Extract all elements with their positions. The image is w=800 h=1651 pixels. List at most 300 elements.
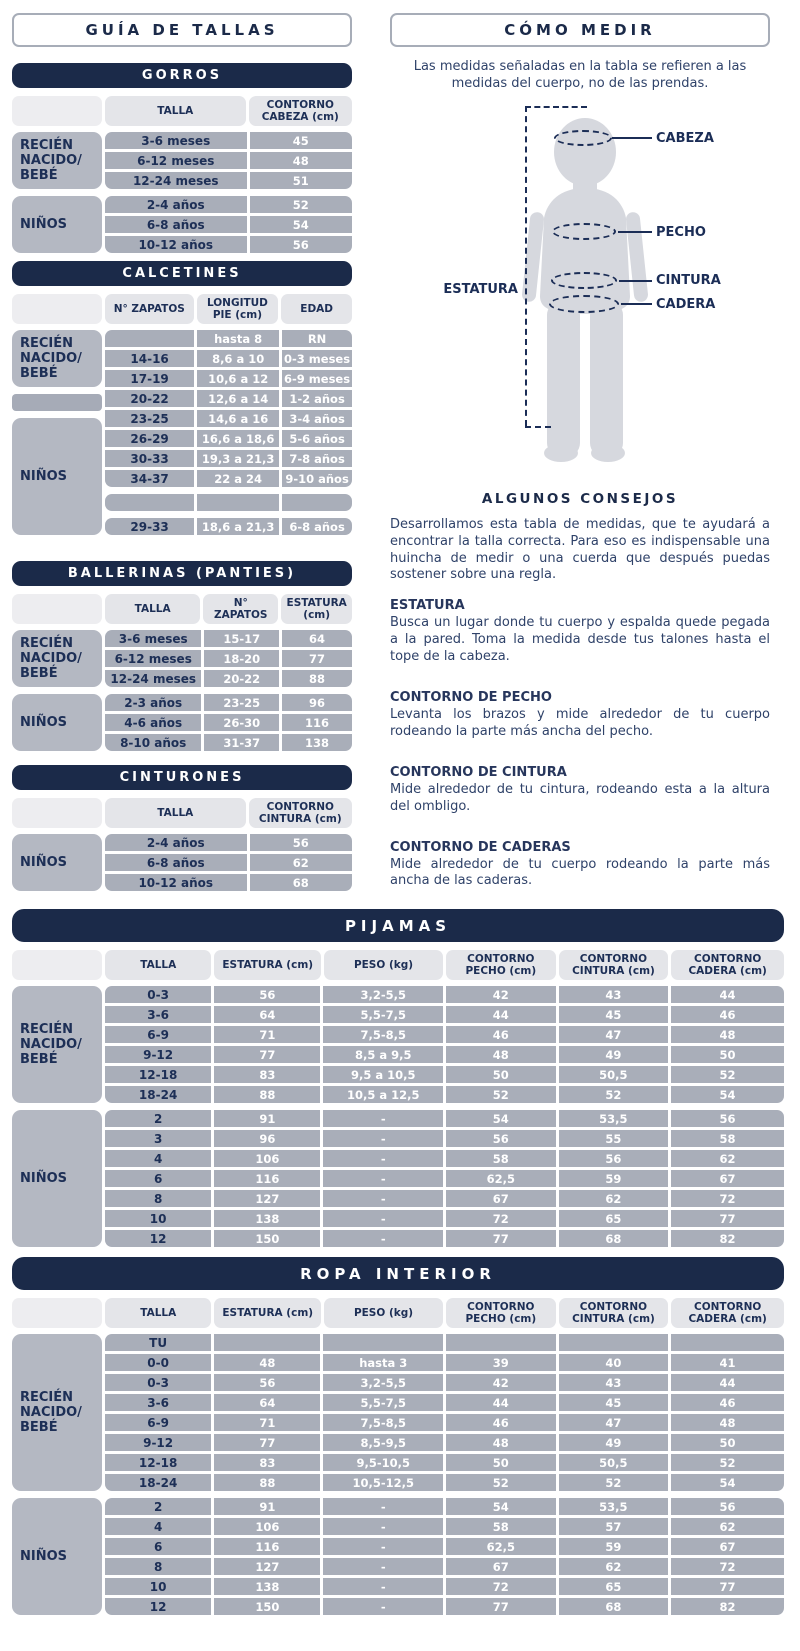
table-cell: 10,5 a 12,5 [323, 1086, 443, 1103]
table-cell: 12 [105, 1230, 211, 1247]
table-row [105, 390, 352, 407]
table-header-row [12, 294, 352, 324]
table-cell: - [323, 1230, 443, 1247]
table-cell: 72 [446, 1578, 556, 1595]
table-row [105, 670, 352, 687]
tip-text: Mide alrededor de tu cintura, rodeando esta a la altura del ombligo. [390, 781, 770, 814]
header-cell: CONTORNO CINTURA (cm) [249, 798, 352, 828]
table-cell: 14,6 a 16 [197, 410, 279, 427]
table-cell: 9-12 [105, 1434, 211, 1451]
table-row [105, 1026, 784, 1043]
table-section-gorros [12, 63, 352, 253]
table-cell: 68 [559, 1598, 669, 1615]
table-cell: 44 [446, 1394, 556, 1411]
table-cell: 48 [671, 1026, 784, 1043]
corner-cell [12, 950, 102, 980]
category-cell [12, 132, 102, 189]
table-cell [559, 1334, 669, 1351]
table-cell: 10-12 años [105, 874, 247, 891]
table-cell: 2-4 años [105, 834, 247, 851]
table-cell: 88 [214, 1474, 320, 1491]
table-cell: 88 [282, 670, 352, 687]
table-cell: 16,6 a 18,6 [197, 430, 279, 447]
table-cell: 83 [214, 1066, 320, 1083]
table-cell: 64 [214, 1394, 320, 1411]
table-row [105, 370, 352, 387]
table-cell: 52 [559, 1474, 669, 1491]
pijamas-table [12, 950, 784, 1247]
table-cell: - [323, 1150, 443, 1167]
row-group [105, 196, 352, 253]
data-column [105, 132, 352, 253]
table-cell: 3-6 meses [105, 630, 201, 647]
table-cell: 77 [282, 650, 352, 667]
table-cell: 2 [105, 1498, 211, 1515]
table-cell: 8-10 años [105, 734, 201, 751]
category-column [12, 330, 102, 535]
table-cell: 72 [446, 1210, 556, 1227]
table-cell: 40 [559, 1354, 669, 1371]
corner-cell [12, 294, 102, 324]
row-group [105, 834, 352, 891]
table-cell: 47 [559, 1026, 669, 1043]
table-cell: 14-16 [105, 350, 194, 367]
header-cell: TALLA [105, 1298, 211, 1328]
row-group [105, 694, 352, 751]
data-column [105, 330, 352, 535]
como-medir-column [390, 13, 786, 890]
table-row [105, 236, 352, 253]
table-row [105, 694, 352, 711]
gorros-title-bar: GORROS [12, 63, 352, 88]
table-cell: 96 [282, 694, 352, 711]
intro-text: Las medidas señaladas en la tabla se refieren a las medidas del cuerpo, no de las prendas. [413, 59, 747, 91]
table-cell: RN [282, 330, 352, 347]
table-row [105, 1454, 784, 1471]
table-cell: 68 [250, 874, 352, 891]
table-row [105, 172, 352, 189]
table-cell: 39 [446, 1354, 556, 1371]
table-cell: 9,5-10,5 [323, 1454, 443, 1471]
table-cell: 4 [105, 1518, 211, 1535]
table-cell: 5-6 años [282, 430, 352, 447]
table-cell: 4 [105, 1150, 211, 1167]
row-group [105, 494, 352, 511]
table-cell: 48 [250, 152, 352, 169]
category-column [12, 834, 102, 891]
table-cell: 44 [671, 986, 784, 1003]
cabeza-measure-ellipse [554, 130, 612, 146]
table-cell: 0-3 [105, 1374, 211, 1391]
table-section-ballerinas [12, 561, 352, 751]
table-cell: 67 [446, 1190, 556, 1207]
table-cell: 116 [214, 1170, 320, 1187]
table-cell: 45 [559, 1394, 669, 1411]
estatura-top-dash [525, 106, 587, 108]
header-cell: CONTORNO CINTURA (cm) [559, 1298, 669, 1328]
header-cell: ESTATURA (cm) [214, 1298, 320, 1328]
table-cell: 10 [105, 1210, 211, 1227]
category-label: NIÑOS [20, 714, 68, 730]
table-cell: 96 [214, 1130, 320, 1147]
header-cell: PESO (kg) [324, 1298, 443, 1328]
pecho-connector-line [618, 231, 652, 233]
category-column [12, 986, 102, 1247]
estatura-label: ESTATURA [443, 281, 518, 297]
table-row [105, 1170, 784, 1187]
table-cell: 12 [105, 1598, 211, 1615]
table-row [105, 874, 352, 891]
table-cell: 55 [559, 1130, 669, 1147]
table-cell: 71 [214, 1414, 320, 1431]
data-column [105, 1334, 784, 1615]
table-cell: hasta 8 [197, 330, 279, 347]
table-cell: 67 [671, 1538, 784, 1555]
table-cell: 138 [214, 1210, 320, 1227]
table-cell: 3 [105, 1130, 211, 1147]
table-cell: 6-8 años [105, 854, 247, 871]
table-cell: 3-4 años [282, 410, 352, 427]
table-header-row [12, 950, 784, 980]
table-cell: 18-24 [105, 1474, 211, 1491]
table-cell: 48 [446, 1434, 556, 1451]
table-cell: 56 [250, 236, 352, 253]
table-cell: 150 [214, 1230, 320, 1247]
table-cell: 44 [446, 1006, 556, 1023]
table-row [105, 1578, 784, 1595]
table-row [105, 196, 352, 213]
tip-text: Levanta los brazos y mide alrededor de tu cuerpo rodeando la parte más ancha del pecho. [390, 707, 770, 739]
table-cell: 58 [446, 1518, 556, 1535]
table-cell: 77 [214, 1046, 320, 1063]
gorros-table [12, 96, 352, 253]
table-cell: 5,5-7,5 [323, 1006, 443, 1023]
row-group [105, 630, 352, 687]
ballerinas-title-bar: BALLERINAS (PANTIES) [12, 561, 352, 586]
table-cell: 15-17 [204, 630, 279, 647]
table-cell: 83 [214, 1454, 320, 1471]
table-row [105, 1086, 784, 1103]
category-label: RECIÉN NACIDO/ BEBÉ [20, 335, 82, 382]
calcetines-title-bar: CALCETINES [12, 261, 352, 286]
table-cell: 6-9 [105, 1026, 211, 1043]
table-cell: 26-30 [204, 714, 279, 731]
table-cell: 46 [446, 1026, 556, 1043]
table-cell: 127 [214, 1190, 320, 1207]
table-cell: 50 [446, 1454, 556, 1471]
table-cell: - [323, 1578, 443, 1595]
row-group [105, 1334, 784, 1491]
category-cell [12, 694, 102, 751]
table-cell: 10,6 a 12 [197, 370, 279, 387]
table-cell: 7,5-8,5 [323, 1026, 443, 1043]
table-cell: 82 [671, 1230, 784, 1247]
table-cell: 12-24 meses [105, 670, 201, 687]
table-row [105, 1334, 784, 1351]
table-cell: 6 [105, 1538, 211, 1555]
header-cell: TALLA [105, 594, 200, 624]
corner-cell [12, 798, 102, 828]
table-cell: 2 [105, 1110, 211, 1127]
table-cell: 42 [446, 986, 556, 1003]
table-cell: 54 [446, 1498, 556, 1515]
table-row [105, 216, 352, 233]
tip-heading: ESTATURA [390, 598, 465, 614]
table-cell: 53,5 [559, 1110, 669, 1127]
table-cell: 48 [671, 1414, 784, 1431]
table-cell: 9-12 [105, 1046, 211, 1063]
table-row [105, 1558, 784, 1575]
table-cell: - [323, 1110, 443, 1127]
header-cell: LONGITUD PIE (cm) [197, 294, 279, 324]
table-row [105, 1374, 784, 1391]
table-cell [671, 1334, 784, 1351]
category-cell [12, 630, 102, 687]
table-cell: 82 [671, 1598, 784, 1615]
table-cell: 56 [214, 1374, 320, 1391]
guia-de-tallas-title: GUÍA DE TALLAS [12, 13, 352, 47]
table-row [105, 494, 352, 511]
header-cell: CONTORNO PECHO (cm) [446, 1298, 556, 1328]
table-cell: 52 [446, 1474, 556, 1491]
table-cell: 43 [559, 986, 669, 1003]
table-cell: 52 [559, 1086, 669, 1103]
table-cell: 6-9 meses [284, 371, 351, 386]
table-cell: 10-12 años [105, 236, 247, 253]
category-cell [12, 418, 102, 535]
tip-contorno-pecho [390, 690, 770, 741]
table-cell: 34-37 [105, 470, 194, 487]
table-row [105, 1498, 784, 1515]
table-cell: 20-22 [105, 390, 194, 407]
table-cell [323, 1334, 443, 1351]
category-cell [12, 196, 102, 253]
table-header-row [12, 594, 352, 624]
table-row [105, 350, 352, 367]
table-row [105, 1110, 784, 1127]
header-cell: TALLA [105, 96, 246, 126]
table-row [105, 1150, 784, 1167]
table-row [105, 470, 352, 487]
cintura-connector-line [619, 280, 652, 282]
table-cell: 26-29 [105, 430, 194, 447]
table-cell: 46 [671, 1006, 784, 1023]
category-label: NIÑOS [20, 468, 68, 484]
category-label: RECIÉN NACIDO/ BEBÉ [20, 1389, 82, 1436]
row-group [105, 1110, 784, 1247]
size-tables-column [12, 13, 352, 891]
header-cell: CONTORNO CINTURA (cm) [559, 950, 669, 980]
table-cell: 43 [559, 1374, 669, 1391]
category-label: RECIÉN NACIDO/ BEBÉ [20, 635, 82, 682]
table-cell: - [323, 1538, 443, 1555]
table-cell: 7,5-8,5 [323, 1414, 443, 1431]
data-column [105, 986, 784, 1247]
table-cell: 56 [250, 834, 352, 851]
table-cell: 62 [671, 1518, 784, 1535]
category-column [12, 630, 102, 751]
table-cell: 59 [559, 1170, 669, 1187]
header-cell: ESTATURA (cm) [281, 594, 352, 624]
table-cell: 0-3 [105, 986, 211, 1003]
table-cell: 48 [446, 1046, 556, 1063]
table-cell: 12-18 [105, 1066, 211, 1083]
category-column [12, 1334, 102, 1615]
table-cell: 62,5 [446, 1170, 556, 1187]
table-cell: 12,6 a 14 [197, 390, 279, 407]
table-cell: 3-6 meses [105, 132, 247, 149]
pecho-label: PECHO [656, 224, 706, 240]
table-cell: 56 [559, 1150, 669, 1167]
table-cell: 18,6 a 21,3 [197, 518, 279, 535]
table-row [105, 734, 352, 751]
table-cell: - [323, 1170, 443, 1187]
table-cell: 6-12 meses [105, 152, 247, 169]
table-cell: 47 [559, 1414, 669, 1431]
tip-text: Mide alrededor de tu cuerpo rodeando la parte más ancha de las caderas. [390, 856, 770, 889]
data-column [105, 630, 352, 751]
table-cell: 106 [214, 1150, 320, 1167]
table-cell: 72 [671, 1190, 784, 1207]
table-cell: 50 [671, 1046, 784, 1063]
table-cell: - [323, 1598, 443, 1615]
table-cell: 54 [671, 1086, 784, 1103]
table-cell: 56 [671, 1498, 784, 1515]
tip-heading: CONTORNO DE PECHO [390, 690, 552, 706]
table-cell: 67 [446, 1558, 556, 1575]
table-cell: 56 [671, 1110, 784, 1127]
table-row [105, 410, 352, 427]
table-cell: 6-8 años [282, 518, 352, 535]
table-row [105, 132, 352, 149]
table-header-row [12, 798, 352, 828]
row-group [105, 1498, 784, 1615]
table-cell: 48 [214, 1354, 320, 1371]
table-cell: 49 [559, 1046, 669, 1063]
cabeza-label: CABEZA [656, 130, 714, 146]
consejos-text: Desarrollamos esta tabla de medidas, que te ayudará a encontrar la talla correcta. Para eso es indispensable una huincha de medir o una cuerda que después puedas sostener sobre una regla. [390, 516, 770, 583]
cadera-connector-line [621, 303, 652, 305]
table-cell: hasta 3 [323, 1354, 443, 1371]
table-cell: 50 [671, 1434, 784, 1451]
child-silhouette [520, 116, 650, 466]
table-cell: 7-8 años [282, 450, 352, 467]
table-cell: 88 [214, 1086, 320, 1103]
table-cell: - [323, 1130, 443, 1147]
table-cell [214, 1334, 320, 1351]
table-cell: 68 [559, 1230, 669, 1247]
category-label: NIÑOS [20, 1548, 68, 1564]
estatura-bottom-dash [525, 426, 551, 428]
table-cell: 5,5-7,5 [323, 1394, 443, 1411]
table-cell: 12-18 [105, 1454, 211, 1471]
header-cell: CONTORNO CADERA (cm) [671, 1298, 784, 1328]
table-cell: 62 [671, 1150, 784, 1167]
category-cell [12, 986, 102, 1103]
row-group [105, 132, 352, 189]
table-row [105, 1394, 784, 1411]
table-cell: 8,5-9,5 [323, 1434, 443, 1451]
table-cell: 138 [214, 1578, 320, 1595]
table-row [105, 330, 352, 347]
ropa-interior-table [12, 1298, 784, 1615]
table-row [105, 1598, 784, 1615]
table-cell: 46 [446, 1414, 556, 1431]
table-cell: 58 [446, 1150, 556, 1167]
table-cell: 77 [446, 1230, 556, 1247]
table-cell: 0-0 [105, 1354, 211, 1371]
table-cell: 17-19 [105, 370, 194, 387]
table-cell: 45 [250, 132, 352, 149]
table-row [105, 1354, 784, 1371]
table-cell: 127 [214, 1558, 320, 1575]
cintura-measure-ellipse [551, 272, 617, 289]
corner-cell [12, 1298, 102, 1328]
category-label: NIÑOS [20, 216, 68, 232]
table-cell: 91 [214, 1110, 320, 1127]
table-row [105, 1434, 784, 1451]
table-row [105, 834, 352, 851]
header-cell: TALLA [105, 798, 246, 828]
table-cell [105, 494, 194, 511]
table-section-cinturones [12, 765, 352, 891]
table-cell: 58 [671, 1130, 784, 1147]
table-cell: 6 [105, 1170, 211, 1187]
table-cell: 52 [446, 1086, 556, 1103]
table-cell: - [323, 1558, 443, 1575]
header-cell: PESO (kg) [324, 950, 443, 980]
table-cell: 9,5 a 10,5 [323, 1066, 443, 1083]
cabeza-connector-line [612, 137, 652, 139]
header-cell: TALLA [105, 950, 211, 980]
table-cell: 59 [559, 1538, 669, 1555]
algunos-consejos-title: ALGUNOS CONSEJOS [481, 490, 679, 507]
measurement-diagram [390, 101, 770, 473]
table-cell: 19,3 a 21,3 [197, 450, 279, 467]
header-cell: ESTATURA (cm) [214, 950, 320, 980]
table-cell: 65 [559, 1210, 669, 1227]
category-cell [12, 394, 102, 411]
table-cell: 50,5 [559, 1066, 669, 1083]
table-cell: 77 [446, 1598, 556, 1615]
category-cell [12, 1498, 102, 1615]
header-cell: CONTORNO CADERA (cm) [671, 950, 784, 980]
table-cell: 6-12 meses [105, 650, 201, 667]
table-header-row [12, 96, 352, 126]
table-cell: 18-20 [204, 650, 279, 667]
table-cell: 29-33 [105, 518, 194, 535]
table-row [105, 650, 352, 667]
table-cell: - [323, 1498, 443, 1515]
header-cell: CONTORNO CABEZA (cm) [249, 96, 352, 126]
table-cell: 10,5-12,5 [323, 1474, 443, 1491]
table-section-ropa-interior [12, 1257, 784, 1615]
table-cell: 138 [282, 734, 352, 751]
row-group [105, 986, 784, 1103]
header-cell: N° ZAPATOS [105, 294, 194, 324]
pecho-measure-ellipse [552, 223, 616, 240]
como-medir-title: CÓMO MEDIR [390, 13, 770, 47]
header-cell: CONTORNO PECHO (cm) [446, 950, 556, 980]
table-cell: 64 [214, 1006, 320, 1023]
pijamas-title-bar: PIJAMAS [12, 909, 784, 942]
table-row [105, 1006, 784, 1023]
table-cell: 54 [250, 216, 352, 233]
table-cell: 30-33 [105, 450, 194, 467]
table-row [105, 986, 784, 1003]
table-row [105, 1066, 784, 1083]
table-cell: 3-6 [105, 1394, 211, 1411]
